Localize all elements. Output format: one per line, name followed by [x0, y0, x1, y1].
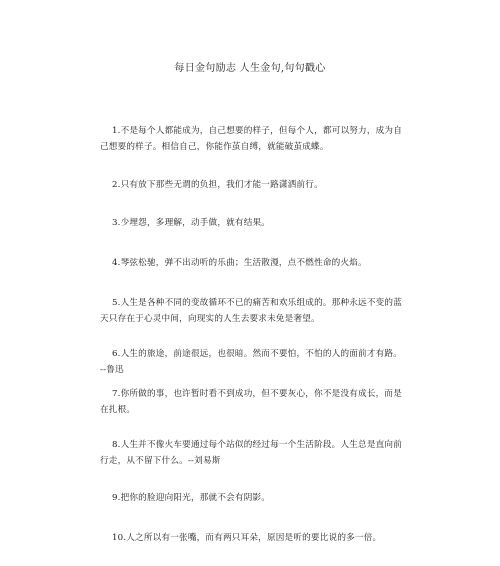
quote-1: 1.不是每个人都能成为，自己想要的样子，但每个人，都可以努力，成为自己想要的样子。相信自己，你能作茧自缚，就能破茧成蝶。	[100, 126, 403, 152]
quote-3: 3.少埋怨，多理解，动手做，就有结果。	[112, 218, 271, 228]
document-title: 每日金句励志 人生金句,句句戳心	[174, 63, 326, 74]
quote-6: 6.人生的旅途，前途很远，也很暗。然而不要怕，不怕的人的面前才有路。--鲁迅	[100, 349, 403, 375]
quote-10: 10.人之所以有一张嘴，而有两只耳朵，原因是听的要比说的多一倍。	[112, 533, 382, 543]
quote-7: 7.你所做的事，也许暂时看不到成功，但不要灰心，你不是没有成长，而是在扎根。	[100, 389, 403, 415]
quote-2: 2.只有放下那些无谓的负担，我们才能一路潇洒前行。	[112, 180, 323, 190]
quote-9: 9.把你的脸迎向阳光，那就不会有阴影。	[112, 493, 271, 503]
quote-5: 5.人生是各种不同的变故循环不已的痛苦和欢乐组成的。那种永远不变的蓝天只存在于心灵中间，向现实的人生去要求未免是奢望。	[100, 298, 403, 324]
quote-4: 4.琴弦松驰，弹不出动听的乐曲；生活散漫，点不燃性命的火焰。	[112, 258, 367, 268]
quote-8: 8.人生并不像火车要通过每个站似的经过每一个生活阶段。人生总是直向前行走，从不留下什么。--刘易斯	[100, 440, 403, 466]
